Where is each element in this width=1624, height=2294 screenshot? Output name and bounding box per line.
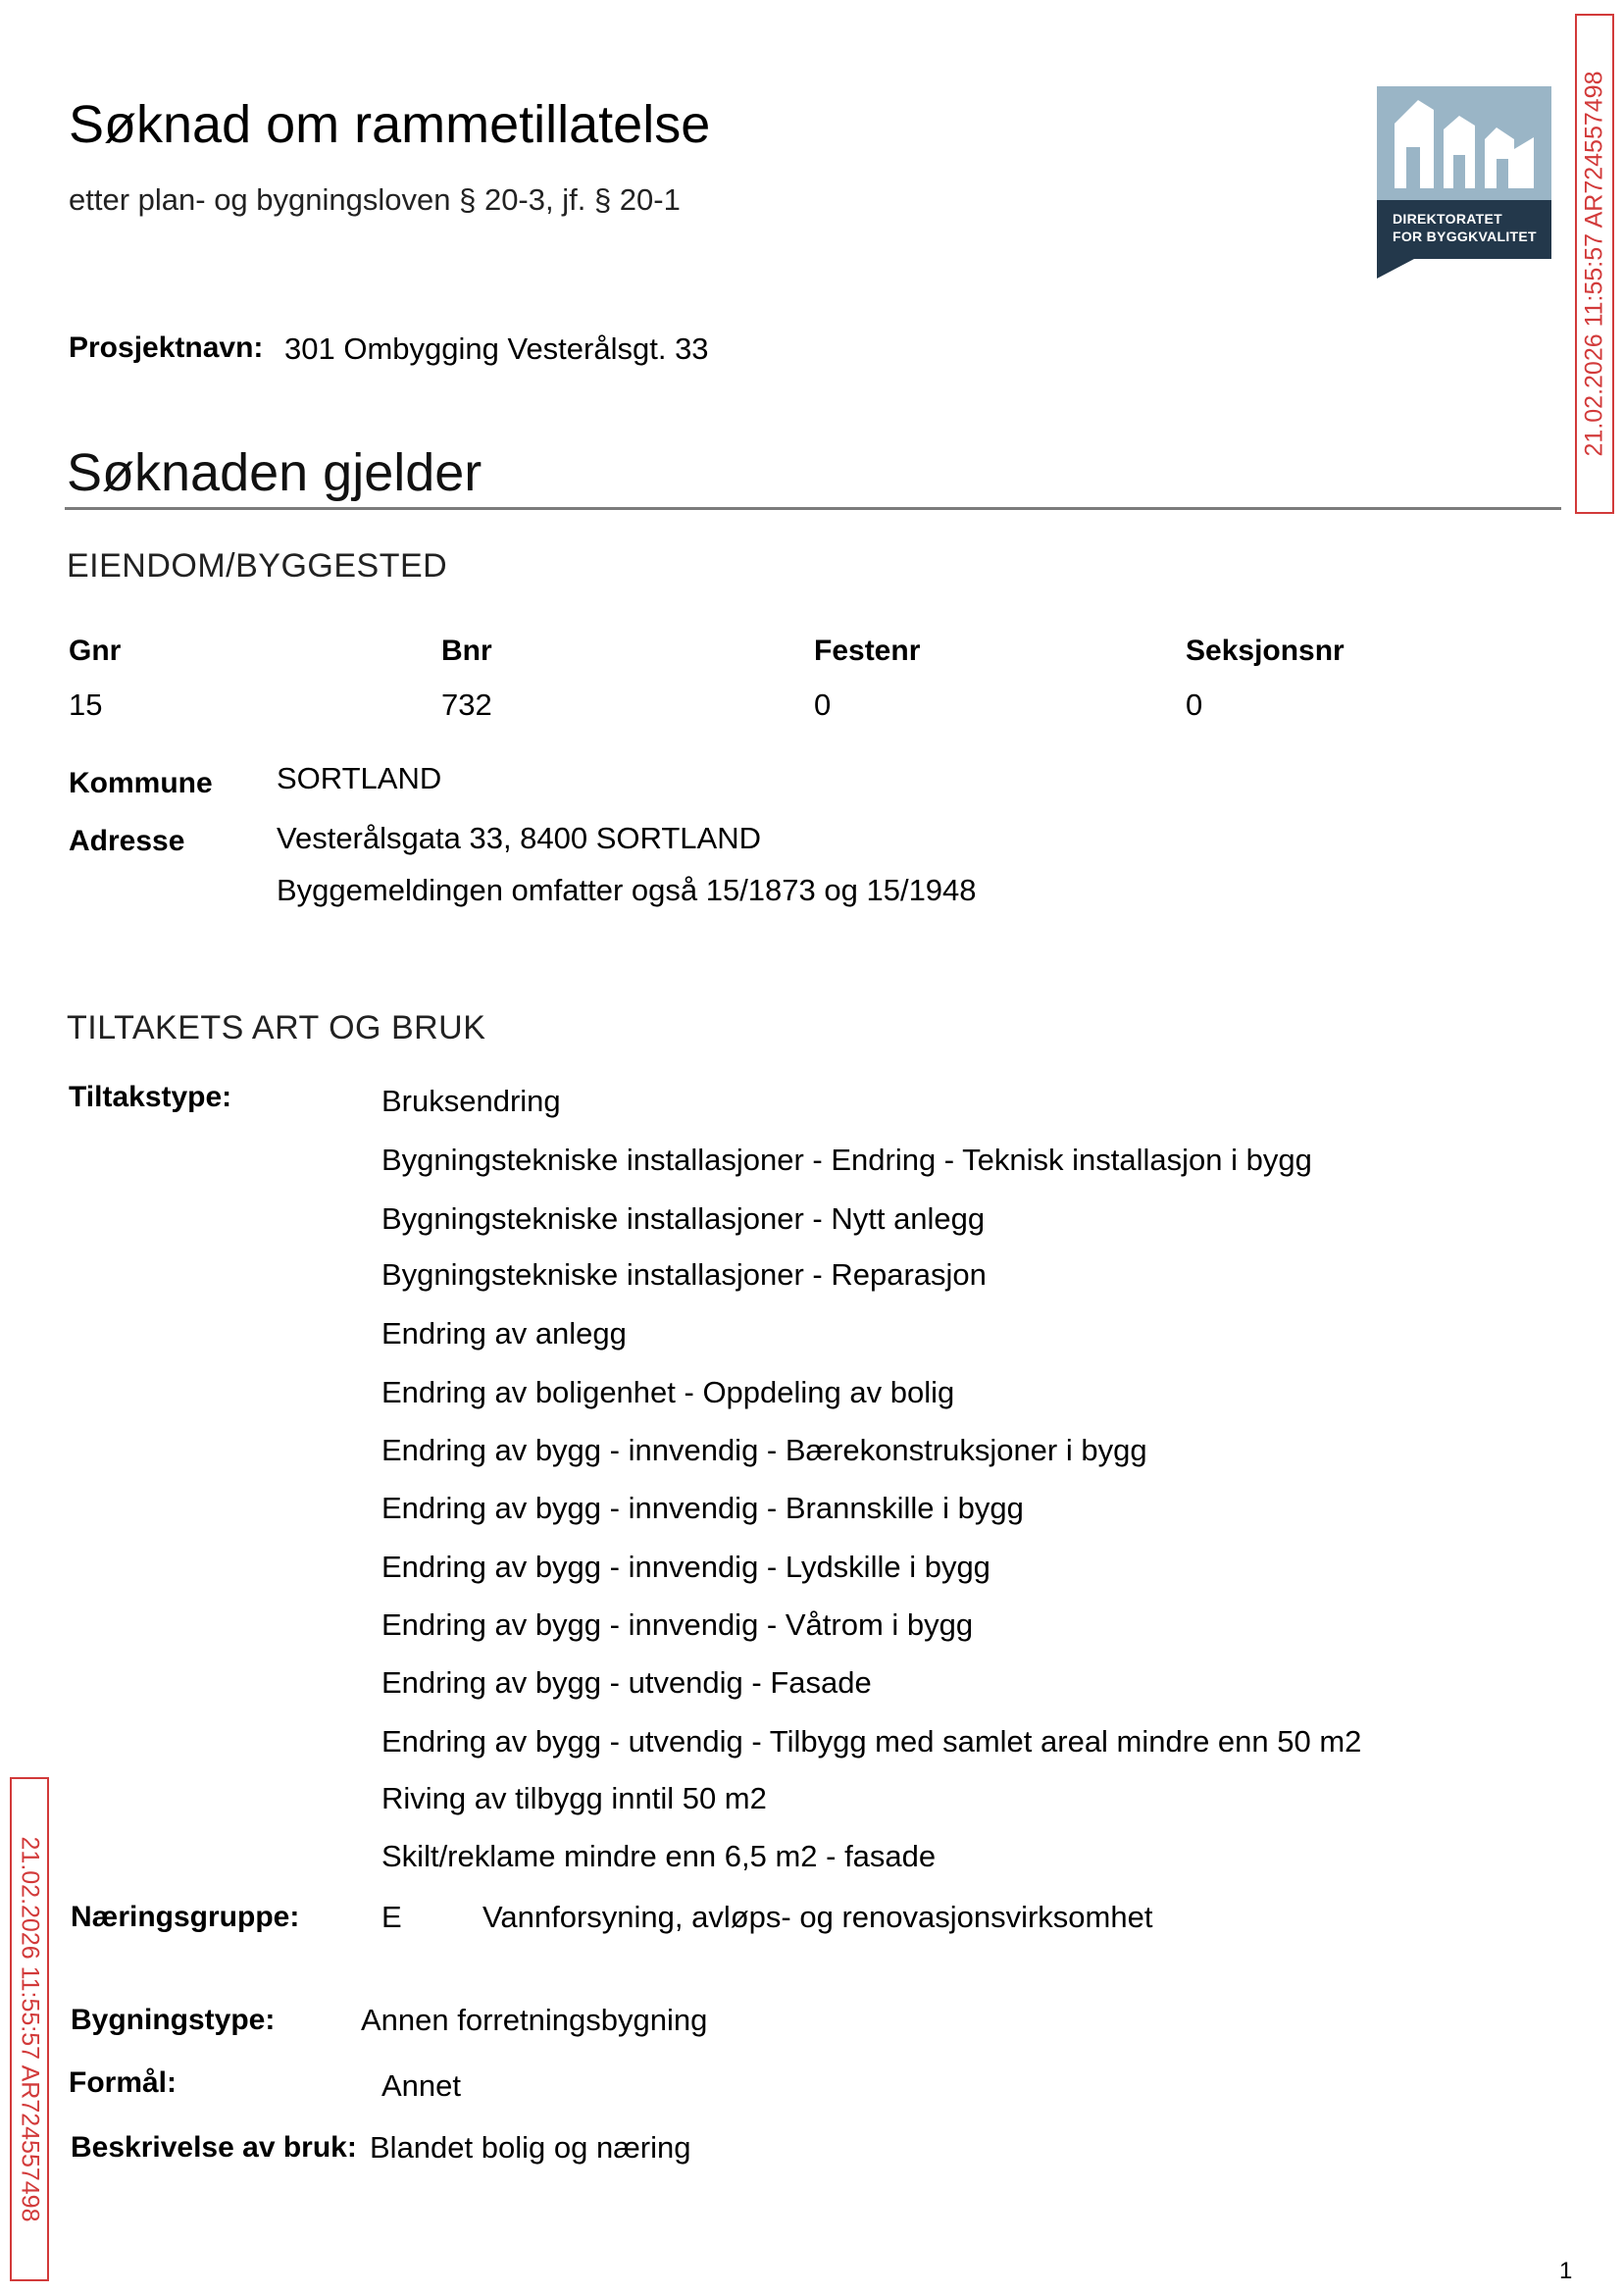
beskrivelse-label: Beskrivelse av bruk: xyxy=(71,2131,357,2164)
stamp-text: 21.02.2026 11:55:57 AR724557498 xyxy=(1580,71,1608,457)
bygningstype-value: Annen forretningsbygning xyxy=(361,2003,708,2037)
tiltakstype-item: Endring av bygg - utvendig - Fasade xyxy=(381,1665,872,1700)
timestamp-stamp-left xyxy=(10,1777,49,2281)
document-title: Søknad om rammetillatelse xyxy=(69,95,711,154)
bnr-label: Bnr xyxy=(441,635,492,667)
seksjonsnr-label: Seksjonsnr xyxy=(1186,635,1345,667)
gnr-value: 15 xyxy=(69,688,103,722)
naeringsgruppe-code: E xyxy=(381,1900,402,1934)
project-name-label: Prosjektnavn: xyxy=(69,331,264,364)
naeringsgruppe-text: Vannforsyning, avløps- og renovasjonsvirksomhet xyxy=(482,1900,1153,1934)
tiltakstype-item: Bygningstekniske installasjoner - Reparasjon xyxy=(381,1257,987,1292)
tiltakstype-item: Endring av boligenhet - Oppdeling av bolig xyxy=(381,1375,955,1409)
tiltakstype-item: Endring av bygg - innvendig - Våtrom i bygg xyxy=(381,1607,974,1642)
tiltakstype-item: Bygningstekniske installasjoner - Endring - Teknisk installasjon i bygg xyxy=(381,1143,1312,1177)
stamp-text: 21.02.2026 11:55:57 AR724557498 xyxy=(16,1836,44,2222)
adresse-value: Vesterålsgata 33, 8400 SORTLAND xyxy=(277,821,761,855)
project-name-value: 301 Ombygging Vesterålsgt. 33 xyxy=(284,331,709,366)
gnr-label: Gnr xyxy=(69,635,122,667)
adresse-label: Adresse xyxy=(69,825,185,857)
kommune-label: Kommune xyxy=(69,767,213,799)
document-subtitle: etter plan- og bygningsloven § 20-3, jf. § 20-1 xyxy=(69,182,681,217)
tiltakstype-item: Bruksendring xyxy=(381,1084,561,1118)
bygningstype-label: Bygningstype: xyxy=(71,2004,276,2036)
festenr-value: 0 xyxy=(814,688,832,722)
tiltakstype-item: Endring av anlegg xyxy=(381,1316,627,1351)
festenr-label: Festenr xyxy=(814,635,921,667)
dibk-logo xyxy=(1377,86,1551,279)
section-title: Søknaden gjelder xyxy=(67,443,482,502)
tiltakstype-item: Endring av bygg - utvendig - Tilbygg med samlet areal mindre enn 50 m2 xyxy=(381,1724,1362,1759)
beskrivelse-value: Blandet bolig og næring xyxy=(370,2130,691,2165)
tiltakstype-item: Bygningstekniske installasjoner - Nytt anlegg xyxy=(381,1201,986,1236)
logo-text-line2: FOR BYGGKVALITET xyxy=(1393,229,1537,244)
tiltakstype-item: Riving av tilbygg inntil 50 m2 xyxy=(381,1781,767,1815)
section-divider xyxy=(65,507,1561,510)
adresse-note: Byggemeldingen omfatter også 15/1873 og 15/1948 xyxy=(277,873,977,907)
timestamp-stamp-right xyxy=(1575,14,1614,514)
logo-flag xyxy=(1377,259,1414,279)
tiltakstype-label: Tiltakstype: xyxy=(69,1081,232,1113)
building-icon xyxy=(1377,86,1551,200)
formal-label: Formål: xyxy=(69,2066,178,2099)
property-heading: EIENDOM/BYGGESTED xyxy=(67,547,448,585)
tiltakstype-item: Endring av bygg - innvendig - Lydskille i bygg xyxy=(381,1550,990,1584)
tiltakstype-item: Endring av bygg - innvendig - Brannskille i bygg xyxy=(381,1491,1024,1525)
logo-emblem xyxy=(1377,86,1551,200)
page-number: 1 xyxy=(1559,2258,1573,2284)
logo-text-line1: DIREKTORATET xyxy=(1393,211,1502,227)
kommune-value: SORTLAND xyxy=(277,761,442,795)
naeringsgruppe-label: Næringsgruppe: xyxy=(71,1901,300,1933)
tiltakstype-item: Skilt/reklame mindre enn 6,5 m2 - fasade xyxy=(381,1839,937,1873)
bnr-value: 732 xyxy=(441,688,492,722)
seksjonsnr-value: 0 xyxy=(1186,688,1203,722)
tiltakstype-item: Endring av bygg - innvendig - Bærekonstruksjoner i bygg xyxy=(381,1433,1147,1467)
formal-value: Annet xyxy=(381,2068,462,2103)
tiltak-heading: TILTAKETS ART OG BRUK xyxy=(67,1009,486,1046)
